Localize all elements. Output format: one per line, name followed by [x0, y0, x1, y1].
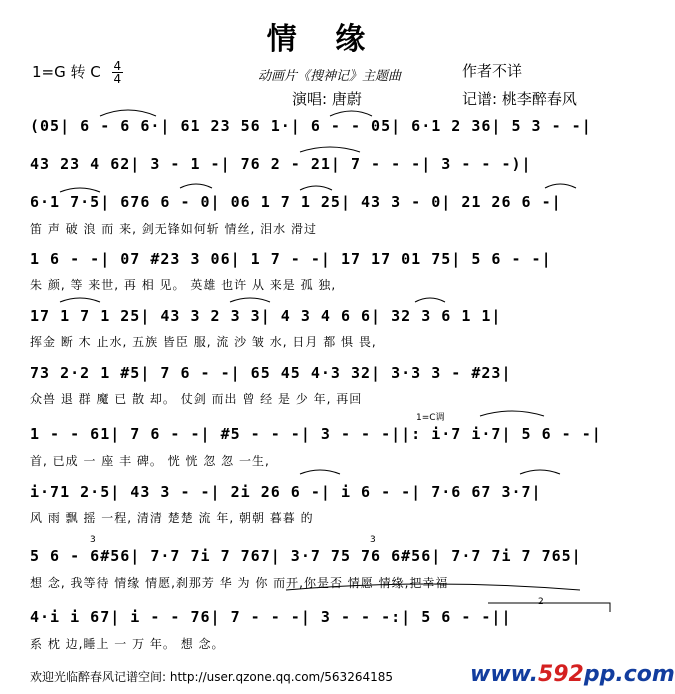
score-row-3-lyric: 笛 声 破 浪 而 来, 剑无锋如何斩 情丝, 泪水 滑过: [30, 222, 317, 236]
slur-14: [286, 584, 580, 590]
score-row-4-lyric: 朱 颜, 等 来世, 再 相 见。 英雄 也许 从 来是 孤 独,: [30, 278, 337, 292]
triplet-mark-1: 3: [90, 535, 96, 545]
score-row-9-notes: 5 6 - 6#56| 7·7 7i 7 767| 3·7 75 76 6#56| 7·7 7i 7 765|: [30, 547, 582, 565]
ending-2-bracket: [488, 603, 610, 612]
triplet-mark-2: 3: [370, 535, 376, 545]
site-prefix: www.: [470, 662, 538, 687]
score-row-8-lyric: 风 雨 飘 摇 一程, 清清 楚楚 流 年, 朝朝 暮暮 的: [30, 511, 314, 525]
slur-13: [520, 470, 560, 474]
footer-text: 欢迎光临醉春风记谱空间: http://user.qzone.qq.com/563264185: [30, 670, 394, 684]
slur-5: [180, 184, 212, 188]
site-suffix: pp.com: [583, 662, 675, 687]
slur-11: [480, 411, 544, 416]
slur-10: [415, 298, 445, 302]
score-row-7-lyric: 首, 已成 一 座 丰 碑。 恍 恍 忽 忽 一生,: [30, 454, 270, 468]
score-row-6-lyric: 众兽 退 群 魔 已 散 却。 仗剑 而出 曾 经 是 少 年, 再回: [30, 392, 363, 406]
slur-9: [230, 298, 270, 302]
score-row-10-lyric: 系 枕 边,睡上 一 万 年。 想 念。: [30, 637, 225, 651]
time-bottom: 4: [113, 72, 122, 86]
score-row-5-notes: 17 1 7 1 25| 43 3 2 3 3| 4 3 4 6 6| 32 3 6 1 1|: [30, 307, 502, 325]
author-line: 作者不详: [462, 62, 523, 80]
singer-line: 演唱: 唐蔚: [292, 90, 362, 108]
song-title: 情 缘: [266, 22, 380, 57]
slur-4: [60, 188, 100, 192]
key-change-annotation: 1=C调: [416, 413, 445, 423]
score-row-2-notes: 43 23 4 62| 3 - 1 -| 76 2 - 21| 7 - - -| 3 - - -)|: [30, 155, 532, 173]
score-row-3-notes: 6·1 7·5| 676 6 - 0| 06 1 7 1 25| 43 3 - 0| 21 26 6 -|: [30, 193, 562, 211]
slur-2: [330, 111, 372, 116]
transcriber-line: 记谱: 桃李醉春风: [462, 90, 577, 108]
score-row-1-notes: (05| 6 - 6 6·| 61 23 56 1·| 6 - - 05| 6·1 2 36| 5 3 - -|: [30, 117, 592, 135]
slur-8: [60, 298, 100, 302]
slur-12: [300, 470, 340, 474]
score-row-5-lyric: 挥金 断 木 止水, 五族 皆臣 服, 流 沙 皱 水, 日月 都 惧 畏,: [30, 335, 377, 349]
site-logo: [470, 662, 675, 687]
slur-3: [300, 147, 360, 152]
time-top: 4: [113, 59, 122, 73]
score-row-10-notes: 4·i i 67| i - - 76| 7 - - -| 3 - - -:| 5 6 - -||: [30, 608, 512, 626]
score-row-6-notes: 73 2·2 1 #5| 7 6 - -| 65 45 4·3 32| 3·3 3 - #23|: [30, 364, 512, 382]
slur-7: [545, 184, 576, 188]
score-row-9-lyric: 想 念, 我等待 情缘 情愿,刹那芳 华 为 你 而开,你是否 情愿 情缘,把幸福: [30, 576, 449, 590]
score-row-7-notes: 1 - - 61| 7 6 - -| #5 - - -| 3 - - -||: i·7 i·7| 5 6 - -|: [30, 425, 602, 443]
slur-group: [60, 110, 610, 612]
site-number: 592: [537, 662, 584, 687]
score-row-4-notes: 1 6 - -| 07 #23 3 06| 1 7 - -| 17 17 01 75| 5 6 - -|: [30, 250, 552, 268]
slur-6: [300, 186, 332, 190]
score-row-8-notes: i·71 2·5| 43 3 - -| 2i 26 6 -| i 6 - -| 7·6 67 3·7|: [30, 483, 542, 501]
slur-1: [100, 110, 156, 116]
key-text: 1=G 转 C: [32, 63, 101, 81]
source-line: 动画片《搜神记》主题曲: [258, 69, 402, 84]
ending-2-label: 2: [538, 597, 544, 607]
